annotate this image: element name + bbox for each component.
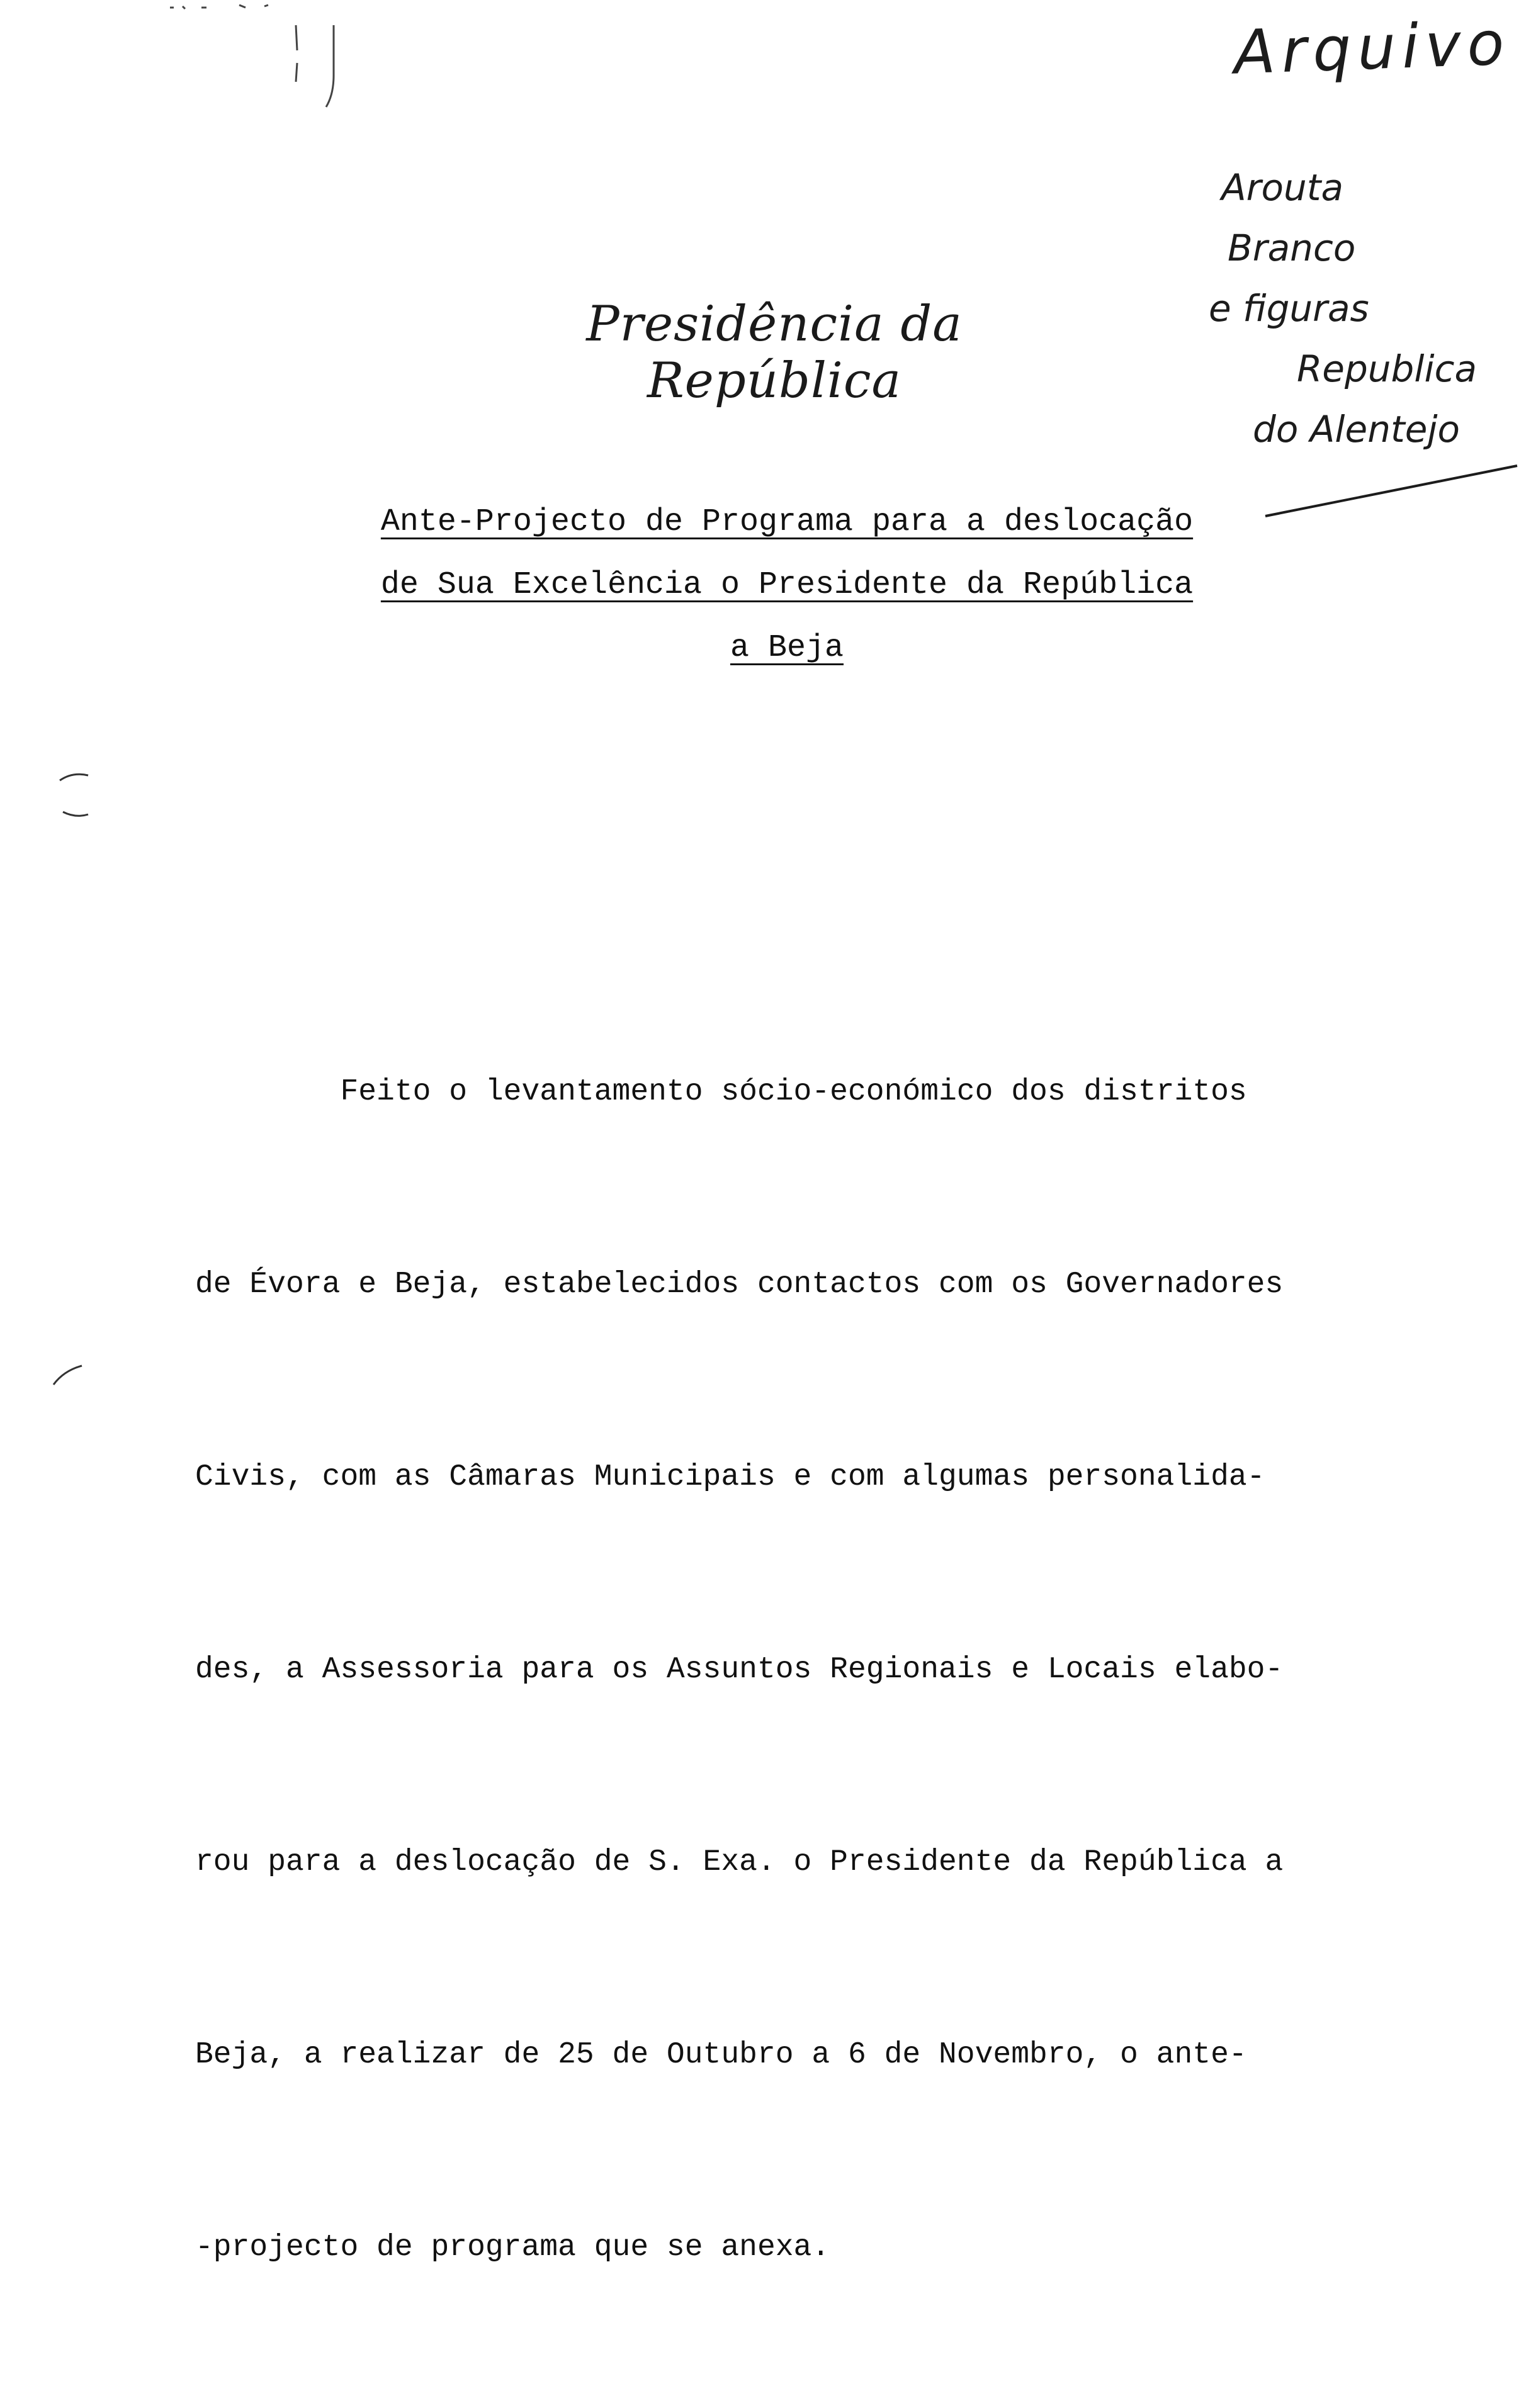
title-line-1: Ante-Projecto de Programa para a deslocação	[380, 504, 1194, 540]
handwritten-note-line: Republica	[1297, 347, 1477, 390]
handwritten-note-line: e figuras	[1209, 287, 1369, 330]
handwritten-note-line: do Alentejo	[1253, 408, 1460, 451]
letterhead: Presidência da República	[586, 296, 963, 409]
body-line: de Évora e Beja, estabelecidos contactos com os Governadores	[195, 1268, 1284, 1302]
handwritten-note-line: Arouta	[1221, 166, 1344, 209]
body-paragraph	[195, 931, 1341, 2408]
body-line: Feito o levantamento sócio-económico dos distritos	[195, 1075, 1247, 1109]
handwritten-archive-note: Arquivo	[1233, 8, 1511, 88]
margin-mark-lower	[50, 1359, 88, 1397]
body-line: rou para a deslocação de S. Exa. o Presidente da República a	[195, 1845, 1284, 1879]
scan-marks-top	[164, 0, 365, 113]
title-line-3: a Beja	[730, 630, 844, 666]
body-line: Beja, a realizar de 25 de Outubro a 6 de Novembro, o ante-	[195, 2038, 1247, 2072]
title-line-2: de Sua Excelência o Presidente da República	[380, 567, 1194, 603]
handwritten-underline	[1259, 453, 1523, 529]
handwritten-note-line: Branco	[1228, 227, 1356, 269]
body-line: -projecto de programa que se anexa.	[195, 2231, 830, 2265]
handwritten-margin-note	[1209, 157, 1505, 459]
margin-mark-upper	[57, 768, 94, 824]
document-title	[353, 491, 1221, 680]
body-line: Civis, com as Câmaras Municipais e com algumas personalida-	[195, 1460, 1265, 1494]
body-line: des, a Assessoria para os Assuntos Regionais e Locais elabo-	[195, 1653, 1284, 1687]
